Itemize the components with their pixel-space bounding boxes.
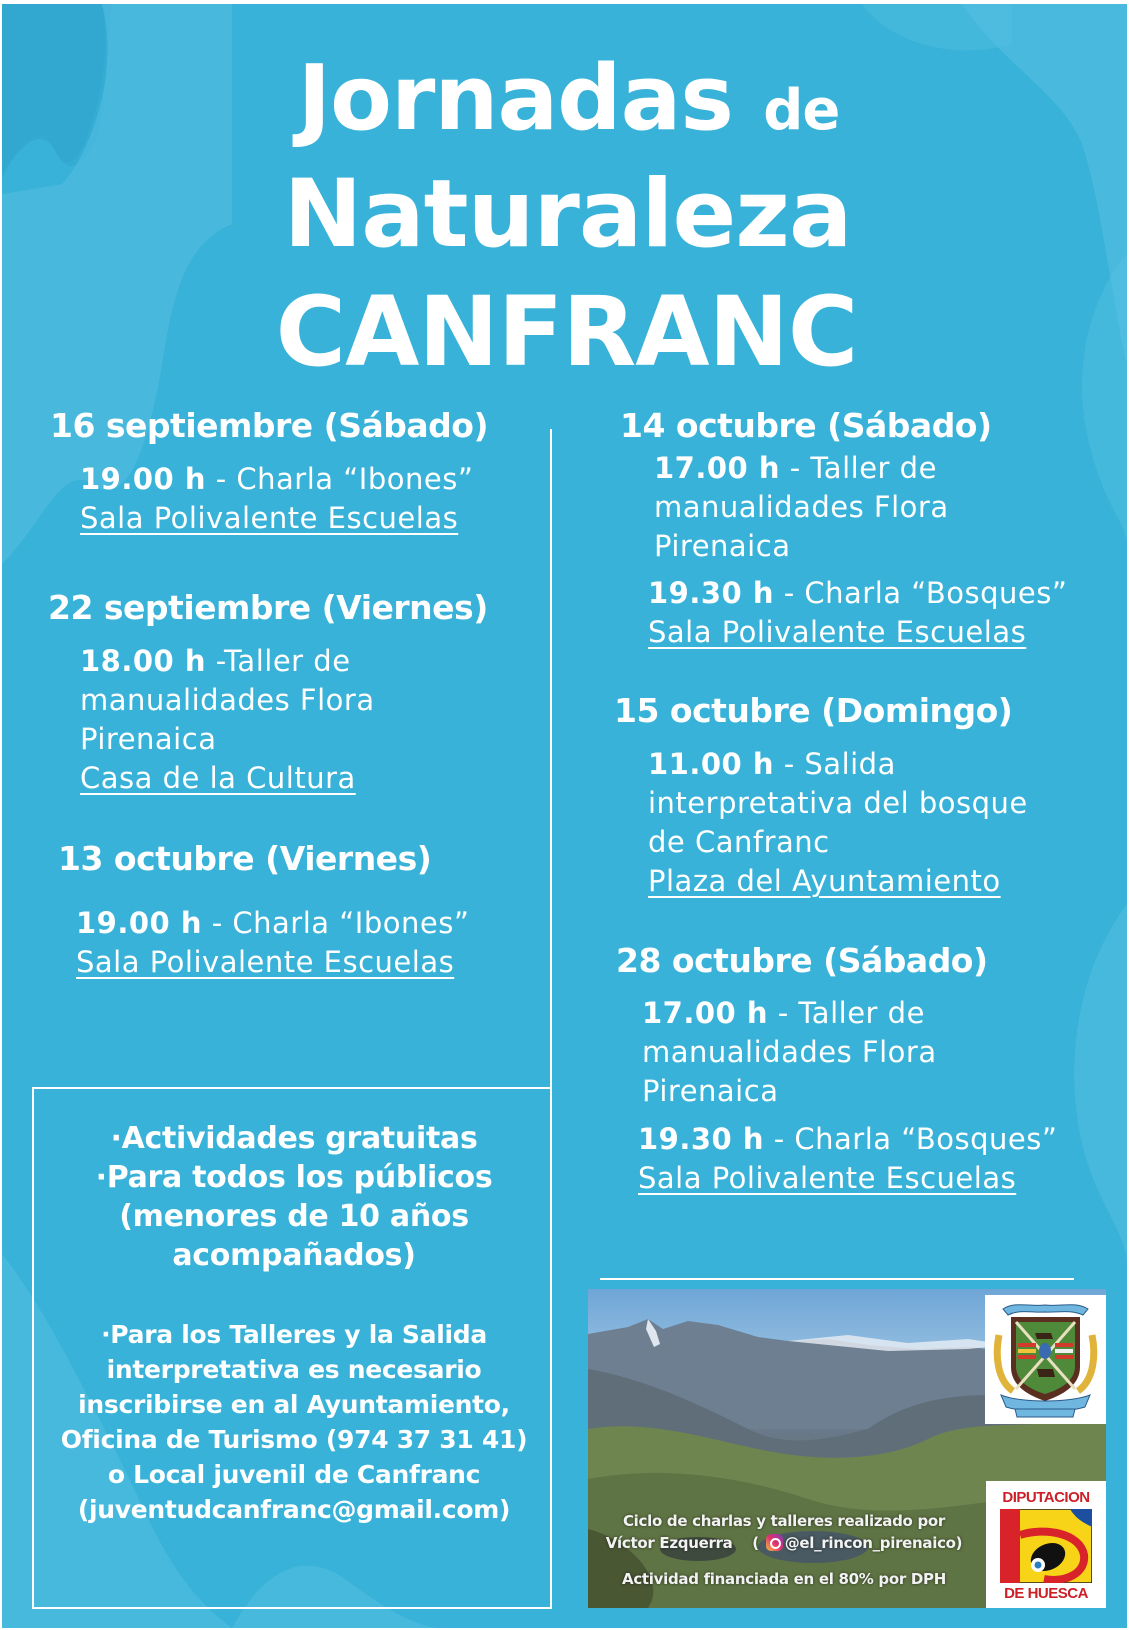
day-heading: 13 octubre (Viernes)	[58, 839, 432, 878]
event-time: 19.00 h	[76, 906, 202, 940]
info-line: (menores de 10 años	[119, 1199, 469, 1234]
event-desc: Taller de	[224, 644, 351, 678]
event-location: Plaza del Ayuntamiento	[648, 864, 1001, 898]
event-location: Casa de la Cultura	[80, 761, 356, 795]
event-time: 19.00 h	[80, 462, 206, 496]
event-desc: Pirenaica	[80, 722, 217, 756]
credits-line-2	[588, 1534, 980, 1552]
instagram-icon	[766, 1534, 783, 1551]
event-time: 19.30 h	[648, 576, 774, 610]
event-location: Sala Polivalente Escuelas	[80, 501, 459, 535]
event-location: Sala Polivalente Escuelas	[638, 1161, 1017, 1195]
info-box	[32, 1087, 552, 1609]
event-desc: de Canfranc	[648, 825, 830, 859]
info-line: o Local juvenil de Canfranc	[107, 1460, 481, 1489]
event-desc: manualidades Flora	[80, 683, 375, 717]
separator: -	[767, 996, 799, 1030]
event-line	[80, 459, 473, 499]
separator: -	[205, 462, 237, 496]
event-desc: manualidades Flora	[642, 1035, 937, 1069]
separator: -	[773, 747, 805, 781]
info-line: acompañados)	[172, 1238, 416, 1273]
dph-logo-top-text: DIPUTACION	[1002, 1489, 1090, 1506]
funding-note: Actividad financiada en el 80% por DPH	[622, 1570, 946, 1588]
event-location: Sala Polivalente Escuelas	[648, 615, 1027, 649]
separator: -	[763, 1122, 795, 1156]
dph-logo-bottom-text: DE HUESCA	[1004, 1585, 1088, 1602]
info-line: interpretativa es necesario	[106, 1355, 482, 1384]
event-desc: Charla “Ibones”	[232, 906, 470, 940]
info-line: Oficina de Turismo (974 37 31 41)	[60, 1425, 528, 1454]
day-heading: 14 octubre (Sábado)	[620, 406, 992, 445]
day-heading: 22 septiembre (Viernes)	[48, 588, 488, 627]
event-time: 18.00 h	[80, 644, 206, 678]
separator: -	[779, 451, 811, 485]
event-desc: Charla “Bosques”	[794, 1122, 1058, 1156]
instagram-handle[interactable]: @el_rincon_pirenaico)	[784, 1534, 963, 1552]
event-line	[654, 448, 937, 488]
event-desc: Pirenaica	[654, 529, 791, 563]
info-registration	[34, 1317, 554, 1527]
event-line	[76, 903, 469, 943]
event-desc: Charla “Bosques”	[804, 576, 1068, 610]
coat-of-arms-icon	[985, 1295, 1106, 1424]
canfranc-coat-of-arms-logo	[985, 1295, 1106, 1424]
author-name: Víctor Ezquerra	[605, 1534, 733, 1552]
day-heading: 28 octubre (Sábado)	[616, 941, 988, 980]
event-desc: Taller de	[798, 996, 925, 1030]
event-time: 11.00 h	[648, 747, 774, 781]
event-desc: Pirenaica	[642, 1074, 779, 1108]
event-desc: Salida	[804, 747, 896, 781]
event-desc: Taller de	[810, 451, 937, 485]
event-location: Sala Polivalente Escuelas	[76, 945, 455, 979]
event-time: 17.00 h	[654, 451, 780, 485]
event-time: 19.30 h	[638, 1122, 764, 1156]
section-divider	[600, 1278, 1074, 1280]
title-line-1	[10, 46, 1127, 151]
info-line: ·Actividades gratuitas	[110, 1121, 478, 1156]
title-de: de	[763, 78, 840, 143]
separator: -	[205, 644, 225, 678]
day-heading: 15 octubre (Domingo)	[614, 691, 1013, 730]
event-desc: Charla “Ibones”	[236, 462, 474, 496]
info-email: (juventudcanfranc@gmail.com)	[77, 1495, 511, 1524]
diputacion-huesca-logo	[986, 1481, 1106, 1608]
event-line	[638, 1119, 1057, 1159]
event-line	[80, 641, 351, 681]
poster	[2, 4, 1127, 1628]
info-line: ·Para todos los públicos	[95, 1160, 493, 1195]
event-desc: manualidades Flora	[654, 490, 949, 524]
info-general	[34, 1119, 554, 1275]
separator: -	[201, 906, 233, 940]
event-line	[642, 993, 925, 1033]
day-heading: 16 septiembre (Sábado)	[50, 406, 489, 445]
info-line: ·Para los Talleres y la Salida	[101, 1320, 487, 1349]
event-line	[648, 744, 896, 784]
column-divider	[550, 429, 552, 1089]
title-jornadas: Jornadas	[297, 46, 733, 151]
dph-emblem-icon	[1000, 1509, 1092, 1583]
title-line-3: CANFRANC	[275, 276, 858, 388]
title-line-2: Naturaleza	[283, 160, 852, 269]
event-line	[648, 573, 1067, 613]
credits-line-1: Ciclo de charlas y talleres realizado por	[622, 1512, 946, 1530]
event-time: 17.00 h	[642, 996, 768, 1030]
info-line: inscribirse en al Ayuntamiento,	[78, 1390, 510, 1419]
event-desc: interpretativa del bosque	[648, 786, 1028, 820]
paren: (	[752, 1534, 759, 1552]
separator: -	[773, 576, 805, 610]
